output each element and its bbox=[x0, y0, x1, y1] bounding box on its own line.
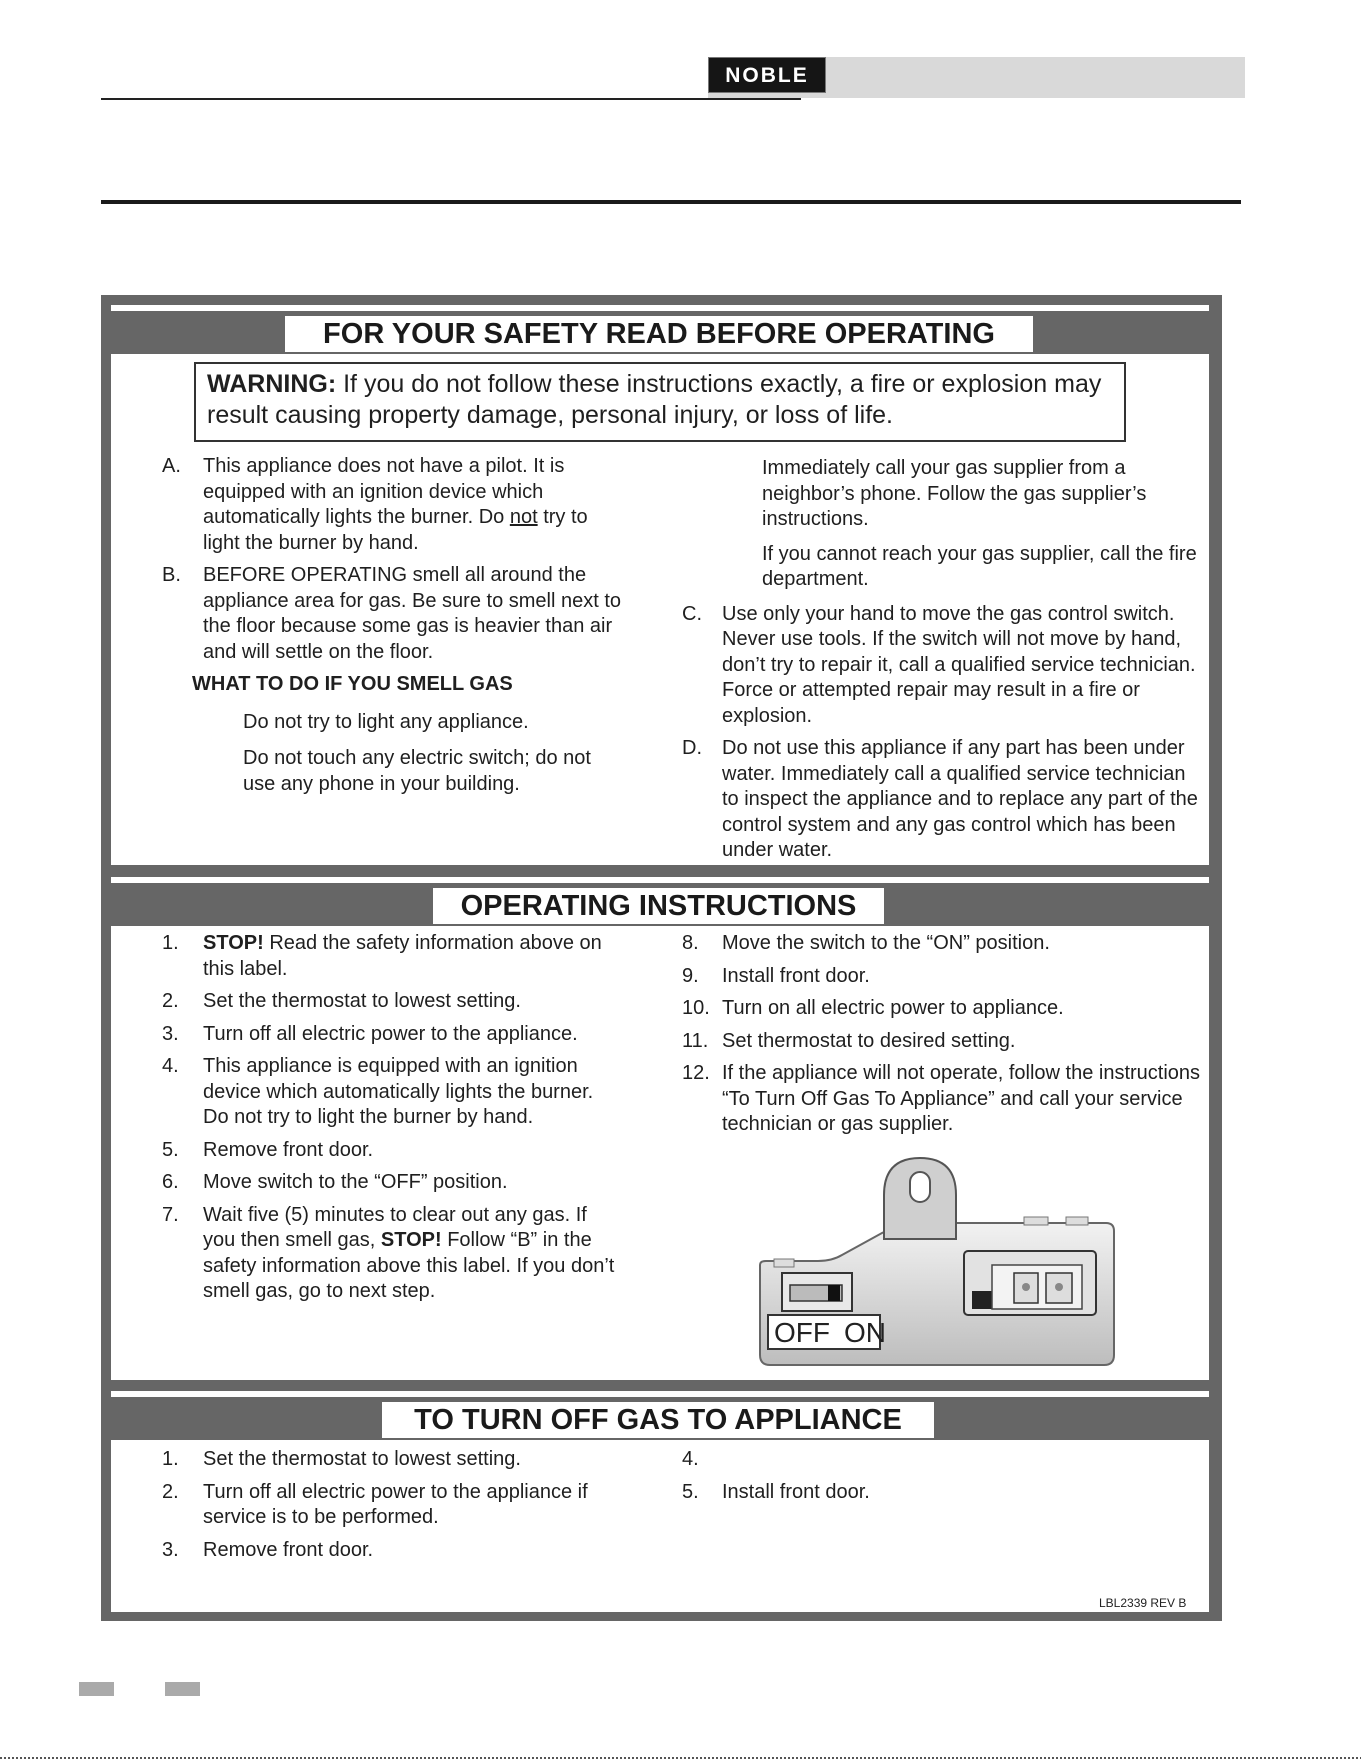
step-number: 10. bbox=[682, 997, 710, 1019]
step-number: 1. bbox=[162, 1448, 179, 1470]
step-text: Read the safety information above on this label. bbox=[203, 932, 602, 980]
operating-step bbox=[162, 1022, 622, 1048]
step-text: This appliance is equipped with an ignition device which automatically lights the burner. Do not try to light the burner by hand. bbox=[203, 1055, 594, 1128]
switch-on-label: ON bbox=[844, 1317, 886, 1348]
warning-box bbox=[194, 362, 1126, 442]
operating-left-column bbox=[162, 931, 622, 1312]
step-text: Remove front door. bbox=[203, 1538, 374, 1561]
step-text: Set the thermostat to lowest setting. bbox=[203, 990, 521, 1012]
safety-title: FOR YOUR SAFETY READ BEFORE OPERATING bbox=[285, 316, 1033, 352]
smell-step: Immediately call your gas supplier from a neighbor’s phone. Follow the gas supplier’s instructions. bbox=[762, 457, 1147, 530]
step-text bbox=[722, 1447, 1202, 1473]
item-text: Use only your hand to move the gas control switch. Never use tools. If the switch will not move by hand, don’t try to repair it, call a qualified service technician. Force or attempted repair may result in a fire or explosion. bbox=[722, 602, 1196, 727]
item-text: try to light the burner by hand. bbox=[203, 506, 588, 554]
turnoff-step bbox=[162, 1480, 622, 1531]
safety-item-b bbox=[162, 563, 622, 665]
operating-step bbox=[682, 1029, 1202, 1055]
step-number: 4. bbox=[682, 1448, 699, 1470]
warning-lead: WARNING: bbox=[207, 370, 337, 398]
safety-item-c bbox=[682, 602, 1202, 730]
step-number: 5. bbox=[682, 1480, 699, 1503]
warning-text: If you do not follow these instructions exactly, a fire or explosion may result causing property damage, personal injury, or loss of life. bbox=[207, 370, 1102, 429]
step-text: Set the thermostat to lowest setting. bbox=[203, 1448, 521, 1470]
step-text: Install front door. bbox=[722, 1480, 870, 1503]
item-text: Do not use this appliance if any part has been under water. Immediately call a qualified service technician to inspect the appliance and to replace any part of the control system and any gas control which has been under water. bbox=[722, 737, 1198, 861]
switch-off-label: OFF bbox=[774, 1317, 830, 1348]
operating-step bbox=[162, 1054, 622, 1131]
header-rule bbox=[101, 98, 801, 100]
step-number: 2. bbox=[162, 1480, 179, 1503]
step-text: Move the switch to the “ON” position. bbox=[722, 932, 1050, 954]
operating-step bbox=[162, 1203, 622, 1305]
stop-word: STOP! bbox=[203, 932, 264, 954]
footer-mark bbox=[79, 1682, 114, 1696]
smell-step: Do not touch any electric switch; do not use any phone in your building. bbox=[243, 747, 591, 795]
footer-mark bbox=[165, 1682, 200, 1696]
switch-knob bbox=[828, 1285, 840, 1301]
step-number: 2. bbox=[162, 990, 179, 1012]
section-rule bbox=[101, 200, 1241, 204]
operating-step bbox=[162, 989, 622, 1015]
safety-left-column bbox=[162, 454, 622, 804]
step-number: 3. bbox=[162, 1538, 179, 1561]
operating-step bbox=[682, 996, 1202, 1022]
gas-control-switch-illustration bbox=[752, 1155, 1122, 1369]
smell-step: Do not try to light any appliance. bbox=[243, 710, 529, 733]
step-text: Set thermostat to desired setting. bbox=[722, 1029, 1016, 1052]
operating-step bbox=[682, 1061, 1202, 1138]
step-text: Install front door. bbox=[722, 964, 870, 987]
operating-step bbox=[162, 931, 622, 982]
turnoff-left-column bbox=[162, 1447, 622, 1570]
turnoff-title: TO TURN OFF GAS TO APPLIANCE bbox=[382, 1402, 934, 1438]
emphasis-not: not bbox=[509, 506, 538, 528]
operating-step bbox=[682, 931, 1202, 957]
operating-step bbox=[682, 964, 1202, 990]
turnoff-step bbox=[682, 1447, 1202, 1473]
step-number: 8. bbox=[682, 932, 699, 954]
item-mark: C. bbox=[682, 602, 702, 625]
safety-item-d bbox=[682, 736, 1202, 864]
operating-step bbox=[162, 1138, 622, 1164]
smell-step: If you cannot reach your gas supplier, call the fire department. bbox=[762, 542, 1197, 590]
step-text: If the appliance will not operate, follow the instructions “To Turn Off Gas To Appliance” and call your service technician or gas supplier. bbox=[722, 1062, 1201, 1135]
step-text: Wait five (5) minutes to clear out any gas. If you then smell gas, bbox=[203, 1203, 587, 1251]
label-code: LBL2339 REV B bbox=[1099, 1596, 1187, 1610]
turnoff-step bbox=[162, 1447, 622, 1473]
step-number: 3. bbox=[162, 1022, 179, 1045]
step-number: 12. bbox=[682, 1062, 710, 1084]
operating-step bbox=[162, 1170, 622, 1196]
item-mark: D. bbox=[682, 737, 702, 759]
step-text: Move switch to the “OFF” position. bbox=[203, 1171, 508, 1193]
turnoff-right-column bbox=[682, 1447, 1202, 1512]
step-number: 7. bbox=[162, 1203, 179, 1226]
turnoff-step bbox=[682, 1480, 1202, 1506]
divider bbox=[111, 877, 1209, 883]
divider bbox=[111, 305, 1209, 311]
step-text: Turn off all electric power to the appliance if service is to be performed. bbox=[203, 1480, 588, 1528]
operating-right-column bbox=[682, 931, 1202, 1145]
item-text: This appliance does not have a pilot. It is equipped with an ignition device which automatically lights the burner. Do bbox=[203, 455, 565, 528]
operating-title: OPERATING INSTRUCTIONS bbox=[433, 888, 884, 924]
item-mark: A. bbox=[162, 455, 181, 477]
smell-gas-heading: WHAT TO DO IF YOU SMELL GAS bbox=[192, 673, 513, 695]
step-text: Remove front door. bbox=[203, 1138, 374, 1161]
noble-logo: NOBLE bbox=[708, 57, 826, 93]
step-text: Turn on all electric power to appliance. bbox=[722, 997, 1064, 1019]
stop-word: STOP! bbox=[380, 1229, 442, 1251]
bottom-dotted-line bbox=[0, 1757, 1361, 1759]
step-number: 11. bbox=[682, 1029, 709, 1052]
step-number: 9. bbox=[682, 964, 699, 987]
step-text: Turn off all electric power to the appliance. bbox=[203, 1022, 578, 1045]
step-text: Follow “B” in the safety information above this label. If you don’t smell gas, go to next step. bbox=[203, 1229, 615, 1302]
item-mark: B. bbox=[162, 564, 181, 586]
item-text: BEFORE OPERATING smell all around the appliance area for gas. Be sure to smell next to the floor because some gas is heavier than air and will settle on the floor. bbox=[203, 564, 622, 663]
safety-item-a bbox=[162, 454, 622, 556]
step-number: 1. bbox=[162, 932, 179, 954]
step-number: 5. bbox=[162, 1138, 179, 1161]
divider bbox=[111, 1391, 1209, 1397]
tab-hole bbox=[910, 1172, 930, 1202]
turnoff-step bbox=[162, 1538, 622, 1564]
safety-right-column bbox=[682, 456, 1202, 871]
step-number: 4. bbox=[162, 1055, 179, 1077]
step-number: 6. bbox=[162, 1171, 179, 1193]
